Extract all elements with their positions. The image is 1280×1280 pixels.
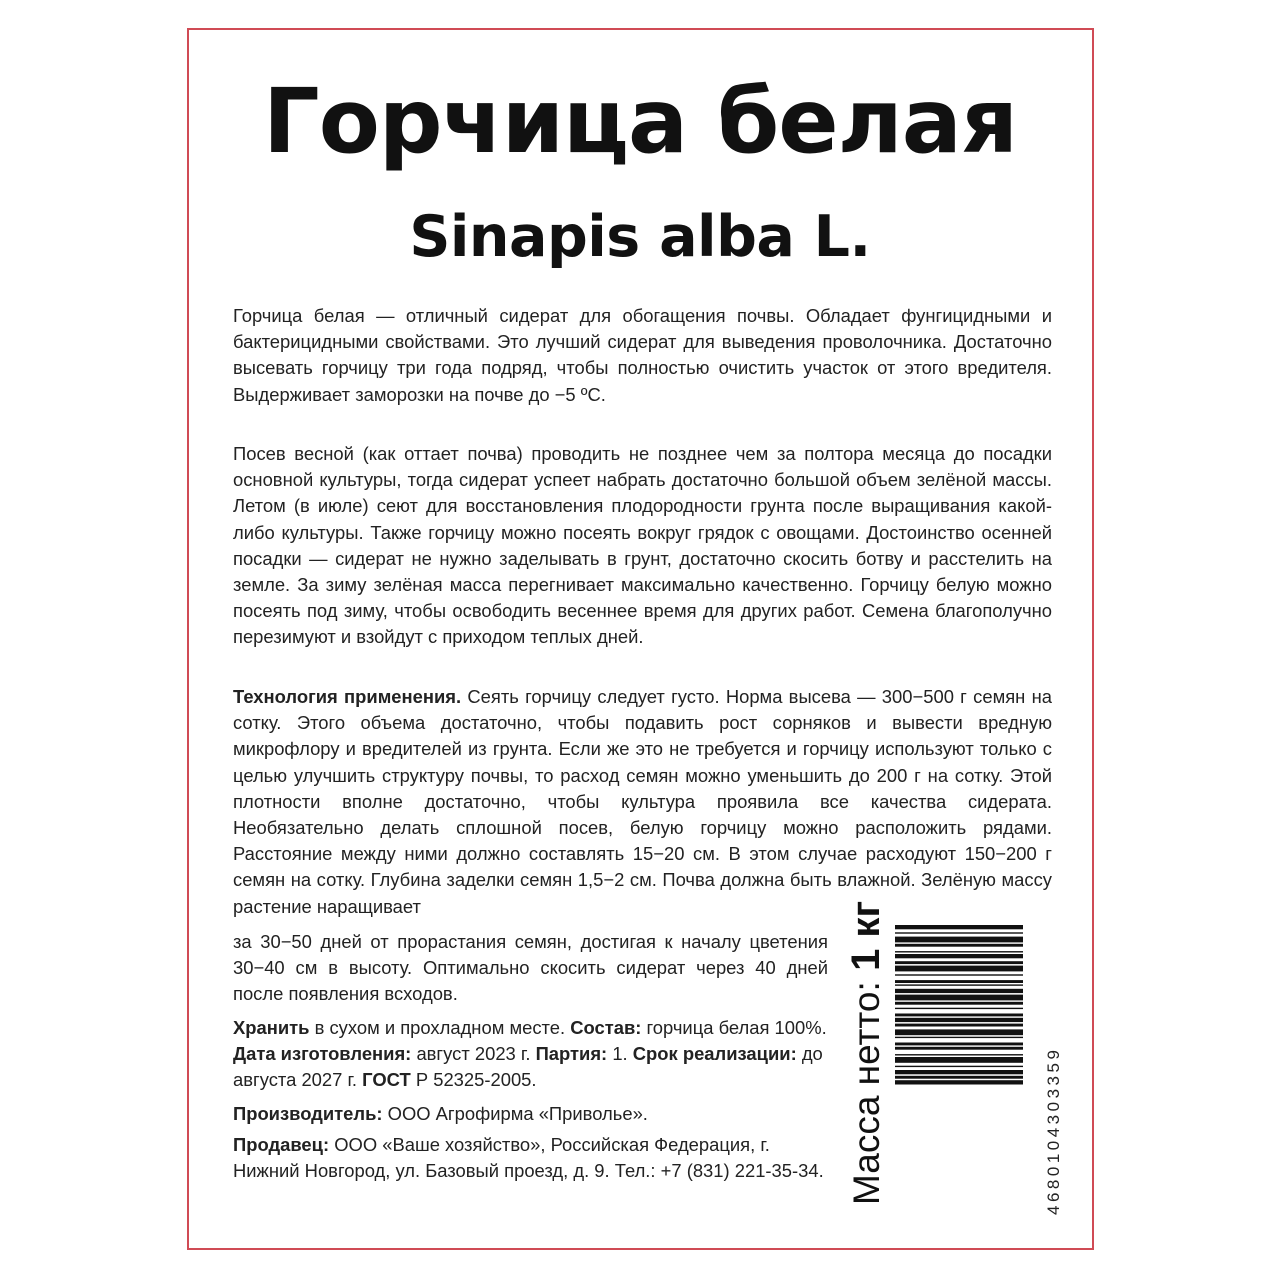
barcode-bar bbox=[895, 1037, 1023, 1038]
expiry-label: Срок реализации: bbox=[632, 1043, 797, 1065]
barcode-bar bbox=[895, 1076, 1023, 1079]
storage-text: в сухом и прохладном месте. bbox=[314, 1017, 566, 1038]
barcode-bar bbox=[895, 1057, 1023, 1063]
seller-text: ООО «Ваше хозяйство», Российская Федерация, г. Нижний Новгород, ул. Базовый проезд, д. 9. Тел.: +7 (831) 221-35-34. bbox=[233, 1134, 824, 1182]
barcode-number: 4680104303359 bbox=[1044, 1046, 1063, 1215]
gost-number: Р 52325-2005. bbox=[415, 1069, 537, 1091]
barcode-bar bbox=[895, 1029, 1023, 1035]
manufacture-date-label: Дата изготовления: bbox=[233, 1043, 412, 1065]
barcode-bar bbox=[895, 1018, 1023, 1022]
technology-label: Технология применения. bbox=[233, 686, 462, 707]
barcode-bar bbox=[895, 1002, 1023, 1005]
seller-info bbox=[233, 1132, 828, 1184]
batch-label: Партия: bbox=[535, 1043, 608, 1065]
technology-text: Сеять горчицу следует густо. Норма высева — 300−500 г семян на сотку. Этого объема достаточно, чтобы подавить рост сорняков и вывести вредную микрофлору и вредителей из грунта. Если же это не требуется и горчицу используют только с целью улучшить структуру почвы, то расход семян можно уменьшить до 200 г на сотку. Этой плотности вполне достаточно, чтобы культура проявила все качества сидерата. Необязательно делать сплошной посев, белую горчицу можно расположить рядами. Расстояние между ними должно составлять 15−20 см. В этом случае расходуют 150−200 г семян на сотку. Глубина заделки семян 1,5−2 см. Почва должна быть влажной. Зелёную массу растение наращивает bbox=[233, 686, 1052, 917]
barcode-bar bbox=[895, 974, 1023, 975]
barcode bbox=[895, 925, 1023, 1210]
description-paragraph: Горчица белая — отличный сидерат для обогащения почвы. Обладает фунгицидными и бактерицидными свойствами. Это лучший сидерат для выведения проволочника. Достаточно высевать горчицу три года подряд, чтобы полностью очистить участок от этого вредителя. Выдерживает заморозки на почве до −5 ºС. bbox=[233, 305, 1052, 405]
barcode-bar bbox=[895, 1080, 1023, 1084]
barcode-bar bbox=[895, 961, 1023, 964]
barcode-bar bbox=[895, 932, 1023, 933]
net-weight-label: Масса нетто: bbox=[846, 981, 887, 1205]
barcode-bar bbox=[895, 966, 1023, 972]
barcode-bar bbox=[895, 1024, 1023, 1027]
barcode-bar bbox=[895, 989, 1023, 993]
manufacturer-info bbox=[233, 1101, 828, 1127]
composition-label: Состав: bbox=[570, 1017, 642, 1038]
barcode-bar bbox=[895, 944, 1023, 947]
barcode-bar bbox=[895, 1054, 1023, 1055]
manufacturer-label: Производитель: bbox=[233, 1103, 383, 1124]
technology-paragraph-end: за 30−50 дней от прорастания семян, достигая к началу цветения 30−40 см в высоту. Оптимально скосить сидерат через 40 дней после появления всходов. bbox=[233, 931, 828, 1005]
barcode-bar bbox=[895, 925, 1023, 929]
barcode-bar bbox=[895, 1014, 1023, 1017]
composition-text: горчица белая 100%. bbox=[646, 1017, 827, 1038]
barcode-bar bbox=[895, 984, 1023, 985]
barcode-bar bbox=[895, 1008, 1023, 1009]
sowing-paragraph: Посев весной (как оттает почва) проводить не позднее чем за полтора месяца до посадки основной культуры, тогда сидерат успеет набрать достаточно большой объем зелёной массы. Летом (в июле) сеют для восстановления плодородности грунта после выращивания какой-либо культуры. Также горчицу можно посеять вокруг грядок с овощами. Достоинство осенней посадки — сидерат не нужно заделывать в грунт, достаточно скосить ботву и расстелить на земле. За зиму зелёная масса перегнивает максимально качественно. Горчицу белую можно посеять под зиму, чтобы освободить весеннее время для других работ. Семена благополучно перезимуют и взойдут с приходом теплых дней. bbox=[233, 443, 1052, 648]
barcode-bar bbox=[895, 1043, 1023, 1046]
barcode-bar bbox=[895, 951, 1023, 952]
barcode-bar bbox=[895, 980, 1023, 983]
storage-label: Хранить bbox=[233, 1017, 310, 1038]
manufacture-date: август 2023 г. bbox=[416, 1043, 531, 1065]
barcode-bar bbox=[895, 1070, 1023, 1074]
latin-name: Sinapis alba L. bbox=[409, 204, 871, 270]
batch-number: 1. bbox=[612, 1043, 628, 1065]
barcode-bar bbox=[895, 937, 1023, 943]
net-weight-value: 1 кг bbox=[844, 900, 888, 971]
barcode-bar bbox=[895, 1066, 1023, 1067]
barcode-bar bbox=[895, 1047, 1023, 1050]
barcode-bar bbox=[895, 995, 1023, 1001]
gost-label: ГОСТ bbox=[362, 1069, 411, 1091]
barcode-bar bbox=[895, 954, 1023, 958]
net-weight bbox=[836, 900, 896, 1205]
technology-paragraph bbox=[233, 684, 1052, 920]
storage-info bbox=[233, 1015, 828, 1094]
manufacturer-name: ООО Агрофирма «Приволье». bbox=[387, 1103, 648, 1124]
product-title: Горчица белая bbox=[263, 69, 1017, 173]
seller-label: Продавец: bbox=[233, 1134, 330, 1155]
expiry-date: до августа 2027 г. bbox=[233, 1043, 823, 1091]
